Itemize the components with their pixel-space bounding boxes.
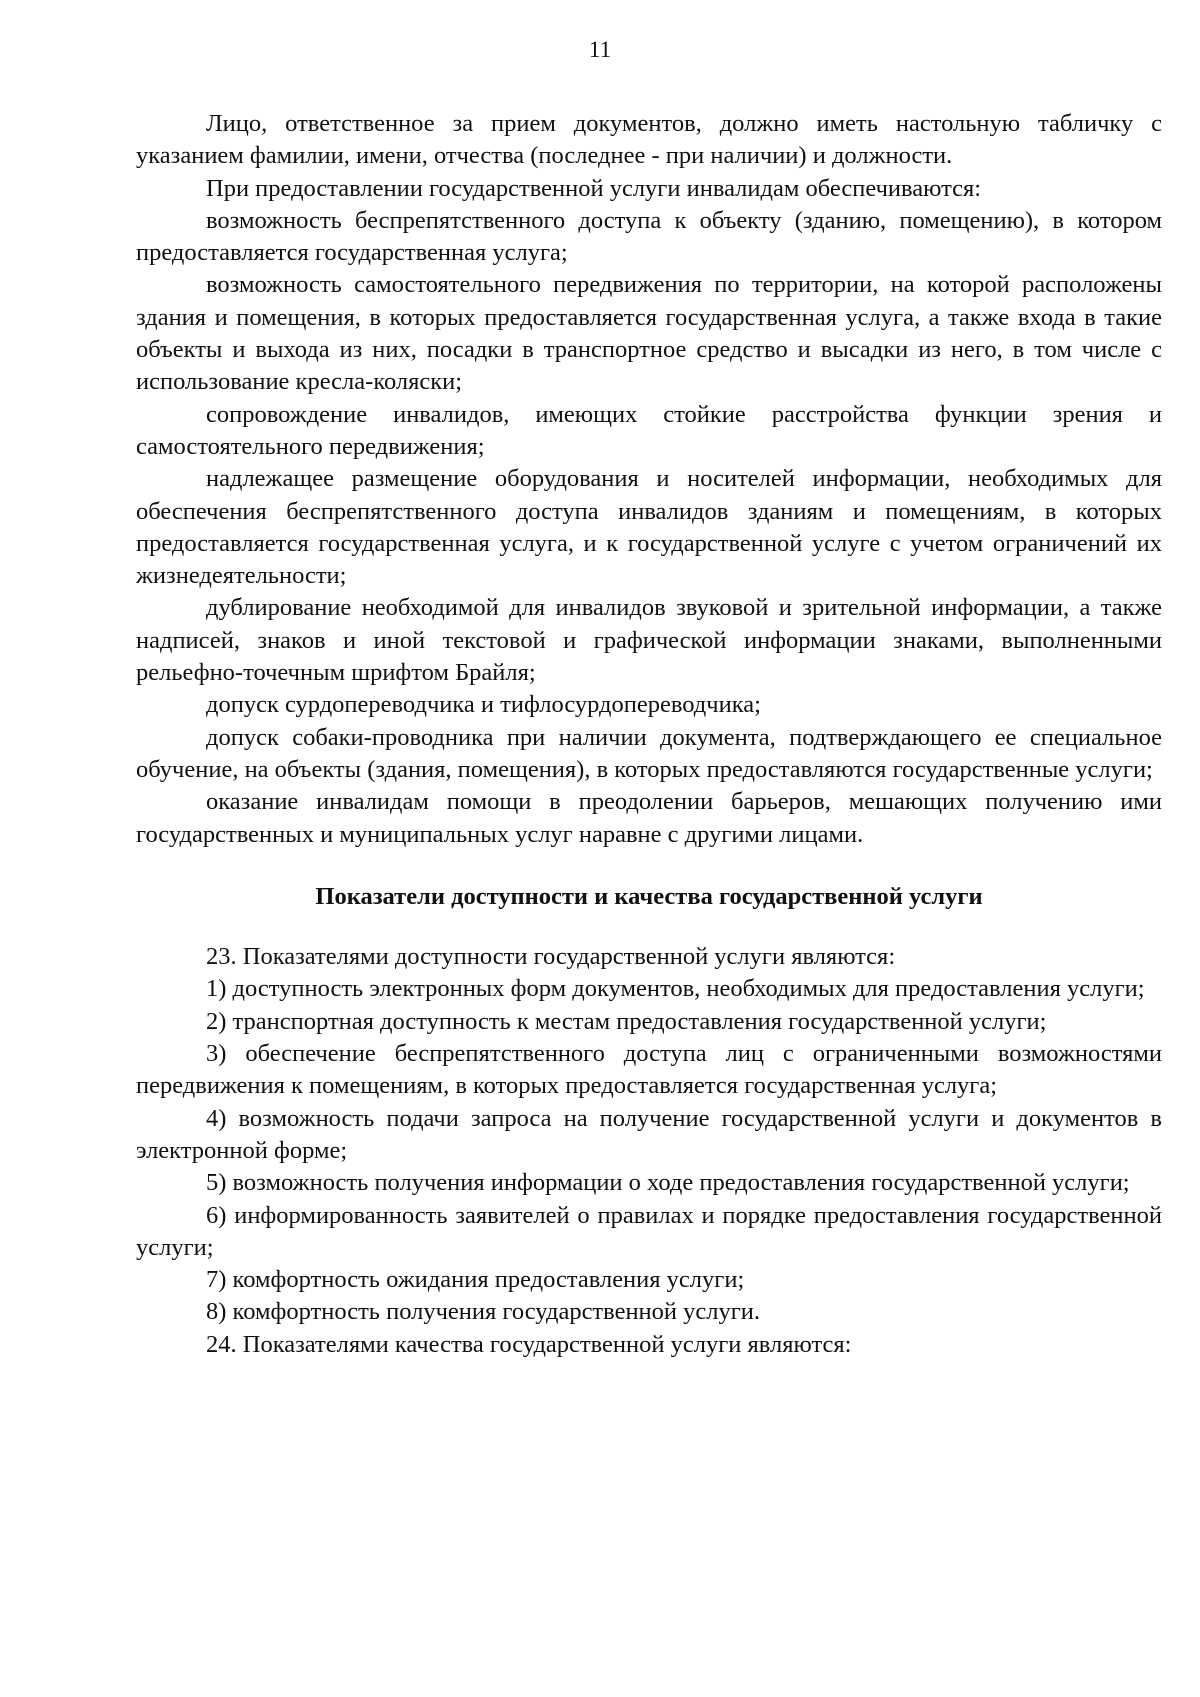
paragraph-independent-movement: возможность самостоятельного передвижения по территории, на которой расположены здания и помещения, в которых предоставляется государственная услуга, а также входа в такие объекты и выхода из них, посадки в транспортное средство и высадки из него, в том числе с использование кресла-коляски; [136, 271, 1162, 396]
list-item-5: 5) возможность получения информации о ходе предоставления государственной услуги; [206, 1169, 1130, 1197]
paragraph-escort: сопровождение инвалидов, имеющих стойкие расстройства функции зрения и самостоятельного передвижения; [136, 400, 1162, 460]
list-item-6: 6) информированность заявителей о правилах и порядке предоставления государственной услуги; [136, 1201, 1162, 1261]
section-heading: Показатели доступности и качества государственной услуги [315, 882, 983, 910]
paragraph-disabled-provisions-intro: При предоставлении государственной услуги инвалидам обеспечиваются: [206, 174, 982, 202]
list-item-8: 8) комфортность получения государственной услуги. [206, 1298, 761, 1326]
list-item-3: 3) обеспечение беспрепятственного доступа лиц с ограниченными возможностями передвижения к помещениям, в которых предоставляется государственная услуга; [136, 1040, 1162, 1100]
list-item-7: 7) комфортность ожидания предоставления услуги; [206, 1266, 745, 1294]
paragraph-item-24: 24. Показателями качества государственной услуги являются: [206, 1330, 852, 1358]
document-body [136, 108, 1162, 1361]
list-item-2: 2) транспортная доступность к местам предоставления государственной услуги; [206, 1007, 1047, 1035]
paragraph-unimpeded-access: возможность беспрепятственного доступа к объекту (зданию, помещению), в котором предоставляется государственная услуга; [136, 206, 1162, 267]
list-item-1: 1) доступность электронных форм документов, необходимых для предоставления услуги; [206, 975, 1145, 1003]
paragraph-item-23: 23. Показателями доступности государственной услуги являются: [206, 943, 896, 971]
paragraph-sign-interpreter: допуск сурдопереводчика и тифлосурдопереводчика; [206, 691, 761, 719]
paragraph-equipment-placement: надлежащее размещение оборудования и носителей информации, необходимых для обеспечения беспрепятственного доступа инвалидов зданиям и помещениям, в которых предоставляется государственная услуга, и к государственной услуге с учетом ограничений их жизнедеятельности; [136, 465, 1162, 590]
paragraph-responsible-person: Лицо, ответственное за прием документов, должно иметь настольную табличку с указанием фамилии, имени, отчества (последнее - при наличии) и должности. [136, 110, 1162, 170]
paragraph-barrier-assistance: оказание инвалидам помощи в преодолении барьеров, мешающих получению ими государственных и муниципальных услуг наравне с другими лицами. [136, 788, 1162, 848]
paragraph-braille-duplication: дублирование необходимой для инвалидов звуковой и зрительной информации, а также надписей, знаков и иной текстовой и графической информации знаками, выполненными рельефно-точечным шрифтом Брайля; [136, 594, 1162, 687]
page-number: 11 [588, 37, 612, 62]
list-item-4: 4) возможность подачи запроса на получение государственной услуги и документов в электронной форме; [136, 1104, 1162, 1164]
paragraph-guide-dog: допуск собаки-проводника при наличии документа, подтверждающего ее специальное обучение, на объекты (здания, помещения), в которых предоставляются государственные услуги; [136, 723, 1162, 783]
